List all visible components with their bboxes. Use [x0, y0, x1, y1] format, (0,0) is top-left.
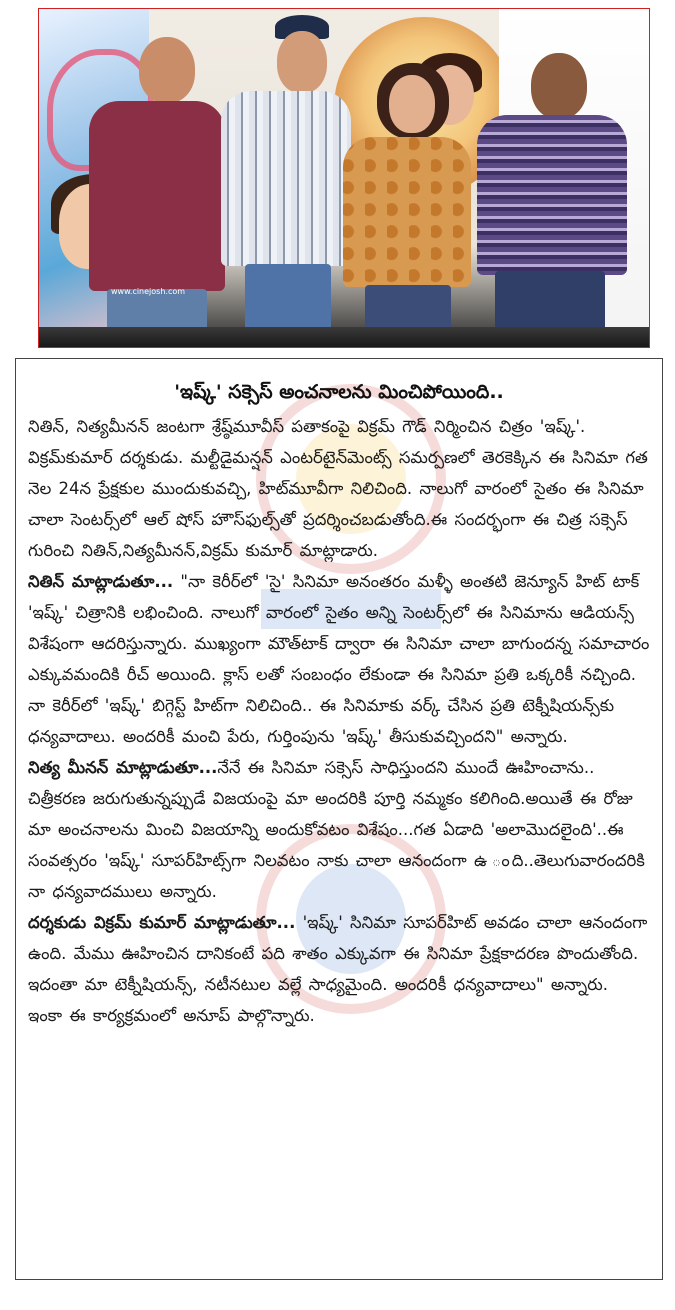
person-2-jeans	[245, 264, 331, 330]
person-4-head	[531, 53, 587, 119]
article-intro: నితిన్, నిత్యమీనన్ జంటగా శ్రేష్ఠ్‌మూవీస్ పతాకంపై విక్రమ్ గౌడ్ నిర్మించిన చిత్రం 'ఇష్క్'. విక్రమ్‌కుమార్ దర్శకుడు. మల్టీడైమన్షన్ ఎంటర్‌టైన్‌మెంట్స్ సమర్పణలో తెరకెక్కిన ఈ సినిమా గత నెల 24న ప్రేక్షకుల ముందుకువచ్చి, హిట్‌మూవీగా నిలిచింది. నాలుగో వారంలో సైతం ఈ సినిమా చాలా సెంటర్స్‌లో ఆల్ షోస్ హౌస్‌ఫుల్స్‌తో ప్రదర్శించబడుతోంది.ఈ సందర్భంగా ఈ చిత్ర సక్సెస్ గురించి నితిన్,నిత్యమీనన్,విక్రమ్ కుమార్ మాట్లాడారు.	[28, 417, 648, 560]
press-meet-photo	[38, 8, 650, 348]
speaker-label: నితిన్ మాట్లాడుతూ...	[28, 572, 174, 591]
person-2-shirt	[221, 91, 351, 266]
article-box	[15, 358, 663, 1280]
photo-watermark: www.cinejosh.com	[111, 287, 186, 296]
person-3-top	[343, 137, 471, 287]
person-3-face	[389, 75, 435, 133]
person-4-jeans	[495, 271, 605, 331]
person-2-head	[277, 31, 327, 93]
quote-text: నేనే ఈ సినిమా సక్సెస్ సాధిస్తుందని ముందే ఊహించాను.. చిత్రీకరణ జరుగుతున్నప్పుడే విజయంపై మా అందరికి పూర్తి నమ్మకం కలిగింది.అయితే ఈ రోజు మా అంచనాలను మించి విజయాన్ని అందుకోవటం విశేషం...గత ఏడాది 'అలామొదలైంది'..ఈ సంవత్సరం 'ఇష్క్' సూపర్‌హిట్స్‌గా నిలవటం నాకు చాలా ఆనందంగా ఉ ంది..తెలుగువారందరికి నా ధన్యవాదములు అన్నారు.	[28, 758, 645, 901]
section-nithya	[28, 752, 650, 907]
quote-text: 'ఇష్క్' సినిమా సూపర్‌హిట్ అవడం చాలా ఆనందంగా ఉంది. మేము ఊహించిన దానికంటే పది శాతం ఎక్కువగా ఈ సినిమా ప్రేక్షకాదరణ పొందుతోంది. ఇదంతా మా టెక్నీషియన్స్, నటీనటుల వల్లే సాధ్యమైంది. అందరికీ ధన్యవాదాలు" అన్నారు.	[28, 913, 648, 994]
section-director	[28, 907, 650, 1000]
press-table	[39, 327, 650, 348]
person-3-jeans	[365, 285, 451, 331]
speaker-label: నిత్య మీనన్ మాట్లాడుతూ...	[28, 758, 218, 777]
quote-text: "నా కెరీర్‌లో 'సై' సినిమా అనంతరం మళ్ళీ అంతటి జెన్యూన్ హిట్ టాక్ 'ఇష్క్' చిత్రానికి లభించింది. నాలుగో వారంలో సైతం అన్ని సెంటర్స్‌లో ఈ సినిమాను ఆడియన్స్ విశేషంగా ఆదరిస్తున్నారు. ముఖ్యంగా మౌత్‌టాక్ ద్వారా ఈ సినిమా చాలా బాగుందన్న సమాచారం ఎక్కువమందికి రీచ్ అయింది. క్లాస్ లతో సంబంధం లేకుండా ఈ సినిమా ప్రతి ఒక్కరికీ నచ్చింది. నా కెరీర్‌లో 'ఇష్క్' బిగ్గెస్ట్ హిట్‌గా నిలిచింది.. ఈ సినిమాకు వర్క్ చేసిన ప్రతి టెక్నీషియన్స్‌కు ధన్యవాదాలు. అందరికీ మంచి పేరు, గుర్తింపును 'ఇష్క్' తీసుకువచ్చిందని" అన్నారు.	[28, 572, 650, 746]
article-closing: ఇంకా ఈ కార్యక్రమంలో అనూప్ పాల్గొన్నారు.	[28, 1006, 315, 1025]
person-1-head	[139, 37, 195, 103]
speaker-label: దర్శకుడు విక్రమ్ కుమార్ మాట్లాడుతూ...	[28, 913, 296, 932]
section-nitin	[28, 566, 650, 752]
article-headline: 'ఇష్క్' సక్సెస్ అంచనాలను మించిపోయింది..	[174, 381, 504, 403]
person-1-shirt	[89, 101, 225, 291]
person-4-sweater	[477, 115, 627, 275]
